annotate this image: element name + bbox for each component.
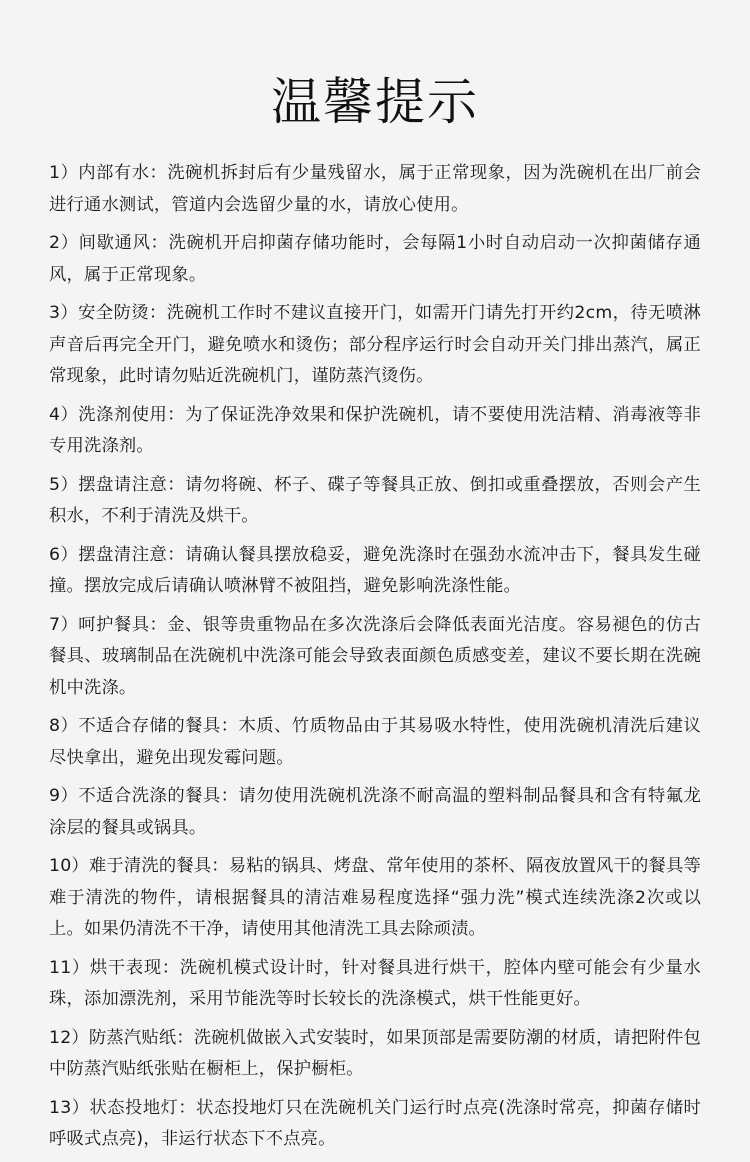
tip-item	[49, 228, 701, 291]
tip-item	[49, 1023, 701, 1086]
page-title: 温馨提示	[271, 73, 479, 131]
tip-item	[49, 1093, 701, 1156]
tip-heading: 9）不适合洗涤的餐具：	[49, 786, 239, 806]
tip-heading: 5）摆盘请注意：	[49, 474, 186, 495]
tip-body: 状态投地灯只在洗碗机关门运行时点亮(洗涤时常亮，抑菌存储时呼吸式点亮)，非运行状态下不点亮。	[49, 1097, 701, 1149]
tip-body: 请勿使用洗碗机洗涤不耐高温的塑料制品餐具和含有特氟龙涂层的餐具或锅具。	[49, 786, 701, 838]
tip-item	[49, 711, 701, 774]
tips-list	[49, 158, 701, 1156]
tip-body: 金、银等贵重物品在多次洗涤后会降低表面光洁度。容易褪色的仿古餐具、玻璃制品在洗碗机中洗涤可能会导致表面颜色质感变差，建议不要长期在洗碗机中洗涤。	[49, 614, 701, 698]
tip-heading: 12）防蒸汽贴纸：	[49, 1027, 194, 1048]
tip-item	[49, 400, 701, 463]
tip-heading: 10）难于清洗的餐具：	[49, 856, 229, 876]
tip-item	[49, 540, 701, 603]
tip-body: 洗碗机模式设计时，针对餐具进行烘干，腔体内壁可能会有少量水珠，添加漂洗剂，采用节能洗等时长较长的洗涤模式，烘干性能更好。	[49, 957, 701, 1009]
tip-body: 洗碗机拆封后有少量残留水，属于正常现象，因为洗碗机在出厂前会进行通水测试，管道内会选留少量的水，请放心使用。	[49, 163, 701, 215]
tip-item	[49, 781, 701, 844]
tip-heading: 7）呵护餐具：	[49, 614, 168, 635]
tip-body: 洗碗机做嵌入式安装时，如果顶部是需要防潮的材质，请把附件包中防蒸汽贴纸张贴在橱柜上，保护橱柜。	[49, 1027, 701, 1079]
tip-body: 洗碗机工作时不建议直接开门，如需开门请先打开约2cm，待无喷淋声音后再完全开门，避免喷水和烫伤；部分程序运行时会自动开关门排出蒸汽，属正常现象，此时请勿贴近洗碗机门，谨防蒸汽烫伤。	[49, 303, 701, 386]
tip-heading: 11）烘干表现：	[49, 957, 180, 978]
tip-item	[49, 953, 701, 1016]
tip-heading: 4）洗涤剂使用：	[49, 404, 186, 425]
tip-body: 请勿将碗、杯子、碟子等餐具正放、倒扣或重叠摆放，否则会产生积水，不利于清洗及烘干。	[49, 474, 701, 526]
tip-body: 木质、竹质物品由于其易吸水特性，使用洗碗机清洗后建议尽快拿出，避免出现发霉问题。	[49, 716, 701, 768]
tip-heading: 3）安全防烫：	[49, 303, 167, 323]
tip-item	[49, 158, 701, 221]
tip-item	[49, 610, 701, 705]
tip-item	[49, 298, 701, 393]
tip-heading: 6）摆盘清注意：	[49, 544, 186, 565]
tip-heading: 13）状态投地灯：	[49, 1097, 197, 1118]
tip-item	[49, 851, 701, 946]
tip-item	[49, 470, 701, 533]
tip-body: 为了保证洗净效果和保护洗碗机，请不要使用洗洁精、消毒液等非专用洗涤剂。	[49, 404, 701, 456]
tip-body: 洗碗机开启抑菌存储功能时，会每隔1小时自动启动一次抑菌储存通风，属于正常现象。	[49, 233, 701, 285]
tip-heading: 8）不适合存储的餐具：	[49, 716, 239, 736]
tip-body: 易粘的锅具、烤盘、常年使用的茶杯、隔夜放置风干的餐具等难于清洗的物件，请根据餐具的清洁难易程度选择“强力洗”模式连续洗涤2次或以上。如果仍清洗不干净，请使用其他清洗工具去除顽渍。	[49, 856, 701, 939]
tip-heading: 1）内部有水：	[49, 163, 168, 183]
tip-heading: 2）间歇通风：	[49, 233, 169, 253]
tip-body: 请确认餐具摆放稳妥，避免洗涤时在强劲水流冲击下，餐具发生碰撞。摆放完成后请确认喷淋臂不被阻挡，避免影响洗涤性能。	[49, 544, 701, 596]
